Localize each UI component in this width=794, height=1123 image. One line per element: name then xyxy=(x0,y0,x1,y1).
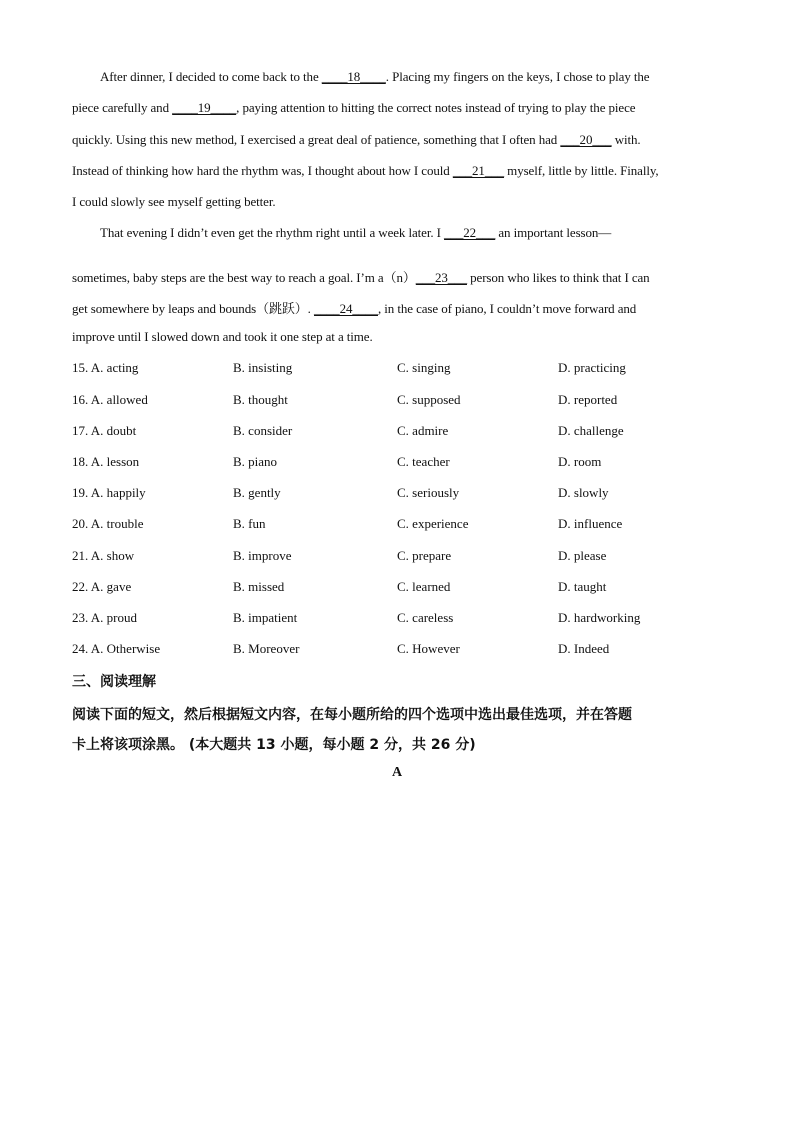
option-b: B. thought xyxy=(233,392,288,407)
blank-20: ___20___ xyxy=(560,132,612,147)
blank-21: ___21___ xyxy=(452,163,505,178)
option-d: D. please xyxy=(558,548,607,563)
question-19 xyxy=(72,485,732,503)
option-d: D. Indeed xyxy=(558,641,610,656)
option-c: C. singing xyxy=(397,360,451,375)
option-d: D. influence xyxy=(558,516,623,531)
text: , in the case of piano, I couldn’t move forward and xyxy=(378,301,637,316)
option-c: C. prepare xyxy=(397,548,452,563)
option-b: B. gently xyxy=(233,485,281,500)
option-a: 24. A. Otherwise xyxy=(72,641,161,656)
option-b: B. fun xyxy=(233,516,266,531)
p1-line-3 xyxy=(72,132,641,148)
p1-line-4 xyxy=(72,163,659,179)
blank-18: ____18____ xyxy=(321,69,386,84)
option-a: 21. A. show xyxy=(72,548,135,563)
question-24 xyxy=(72,641,732,659)
option-d: D. reported xyxy=(558,392,618,407)
question-23 xyxy=(72,610,732,628)
option-a: 16. A. allowed xyxy=(72,392,148,407)
option-c: C. teacher xyxy=(397,454,450,469)
option-d: D. slowly xyxy=(558,485,609,500)
question-18 xyxy=(72,454,732,472)
option-d: D. challenge xyxy=(558,423,624,438)
p2-line-3 xyxy=(72,298,636,317)
option-a: 15. A. acting xyxy=(72,360,139,375)
option-a: 19. A. happily xyxy=(72,485,146,500)
option-c: C. careless xyxy=(397,610,454,625)
question-16 xyxy=(72,392,732,410)
text: That evening xyxy=(100,225,168,240)
text: Instead of thinking how hard the rhythm was, I thought about how I could xyxy=(72,163,453,178)
section-instructions-line-2: 卡上将该项涂黑。 (本大题共 13 小题，每小题 2 分，共 26 分) xyxy=(72,737,476,753)
question-20 xyxy=(72,516,732,534)
option-d: D. taught xyxy=(558,579,607,594)
p2-line-4: improve until I slowed down and took it one step at a time. xyxy=(72,329,373,344)
option-d: D. practicing xyxy=(558,360,626,375)
blank-22: ___22___ xyxy=(444,225,496,240)
text: I didn’t even get the rhythm right until a week later. I xyxy=(167,225,445,240)
p1-line-5: I could slowly see myself getting better. xyxy=(72,194,276,209)
option-c: C. However xyxy=(397,641,460,656)
p1-line-1 xyxy=(100,69,649,85)
text: After dinner, I decided to come back to the xyxy=(100,69,322,84)
text: quickly. Using this new method, I exercised a great deal of patience, something that I often had xyxy=(72,132,561,147)
option-b: B. impatient xyxy=(233,610,298,625)
blank-19: ____19____ xyxy=(172,100,237,115)
option-c: C. learned xyxy=(397,579,451,594)
p2-line-1 xyxy=(100,225,611,241)
option-a: 17. A. doubt xyxy=(72,423,137,438)
option-c: C. admire xyxy=(397,423,449,438)
question-22 xyxy=(72,579,732,597)
option-a: 23. A. proud xyxy=(72,610,137,625)
option-b: B. improve xyxy=(233,548,292,563)
section-instructions-line-1: 阅读下面的短文，然后根据短文内容，在每小题所给的四个选项中选出最佳选项，并在答题 xyxy=(72,707,632,723)
part-label: A xyxy=(391,765,403,780)
p1-line-2 xyxy=(72,100,635,116)
option-a: 18. A. lesson xyxy=(72,454,140,469)
option-b: B. insisting xyxy=(233,360,293,375)
text: with. xyxy=(611,132,641,147)
text: person who likes to think that I can xyxy=(466,270,650,285)
option-b: B. consider xyxy=(233,423,293,438)
option-b: B. missed xyxy=(233,579,285,594)
option-d: D. hardworking xyxy=(558,610,641,625)
option-d: D. room xyxy=(558,454,602,469)
text: piece carefully and xyxy=(72,100,173,115)
option-c: C. experience xyxy=(397,516,469,531)
question-21 xyxy=(72,548,732,566)
section-title: 三、阅读理解 xyxy=(72,674,156,690)
text: , paying attention to hitting the correct notes instead of trying to play the piece xyxy=(236,100,636,115)
text: an important lesson— xyxy=(495,225,612,240)
text: . Placing my fingers on the keys, I chose to play the xyxy=(385,69,650,84)
blank-24: ____24____ xyxy=(313,301,378,316)
option-c: C. seriously xyxy=(397,485,460,500)
text: myself, little by little. Finally, xyxy=(504,163,659,178)
text: get somewhere by leaps and bounds（跳跃）. xyxy=(72,301,314,316)
option-c: C. supposed xyxy=(397,392,461,407)
text: sometimes, baby steps are the best way to reach a goal. I’m a（n） xyxy=(72,270,416,285)
question-15 xyxy=(72,360,732,378)
option-b: B. Moreover xyxy=(233,641,300,656)
option-a: 20. A. trouble xyxy=(72,516,144,531)
blank-23: ___23___ xyxy=(415,270,467,285)
option-b: B. piano xyxy=(233,454,278,469)
question-17 xyxy=(72,423,732,441)
p2-line-2 xyxy=(72,267,650,286)
option-a: 22. A. gave xyxy=(72,579,132,594)
